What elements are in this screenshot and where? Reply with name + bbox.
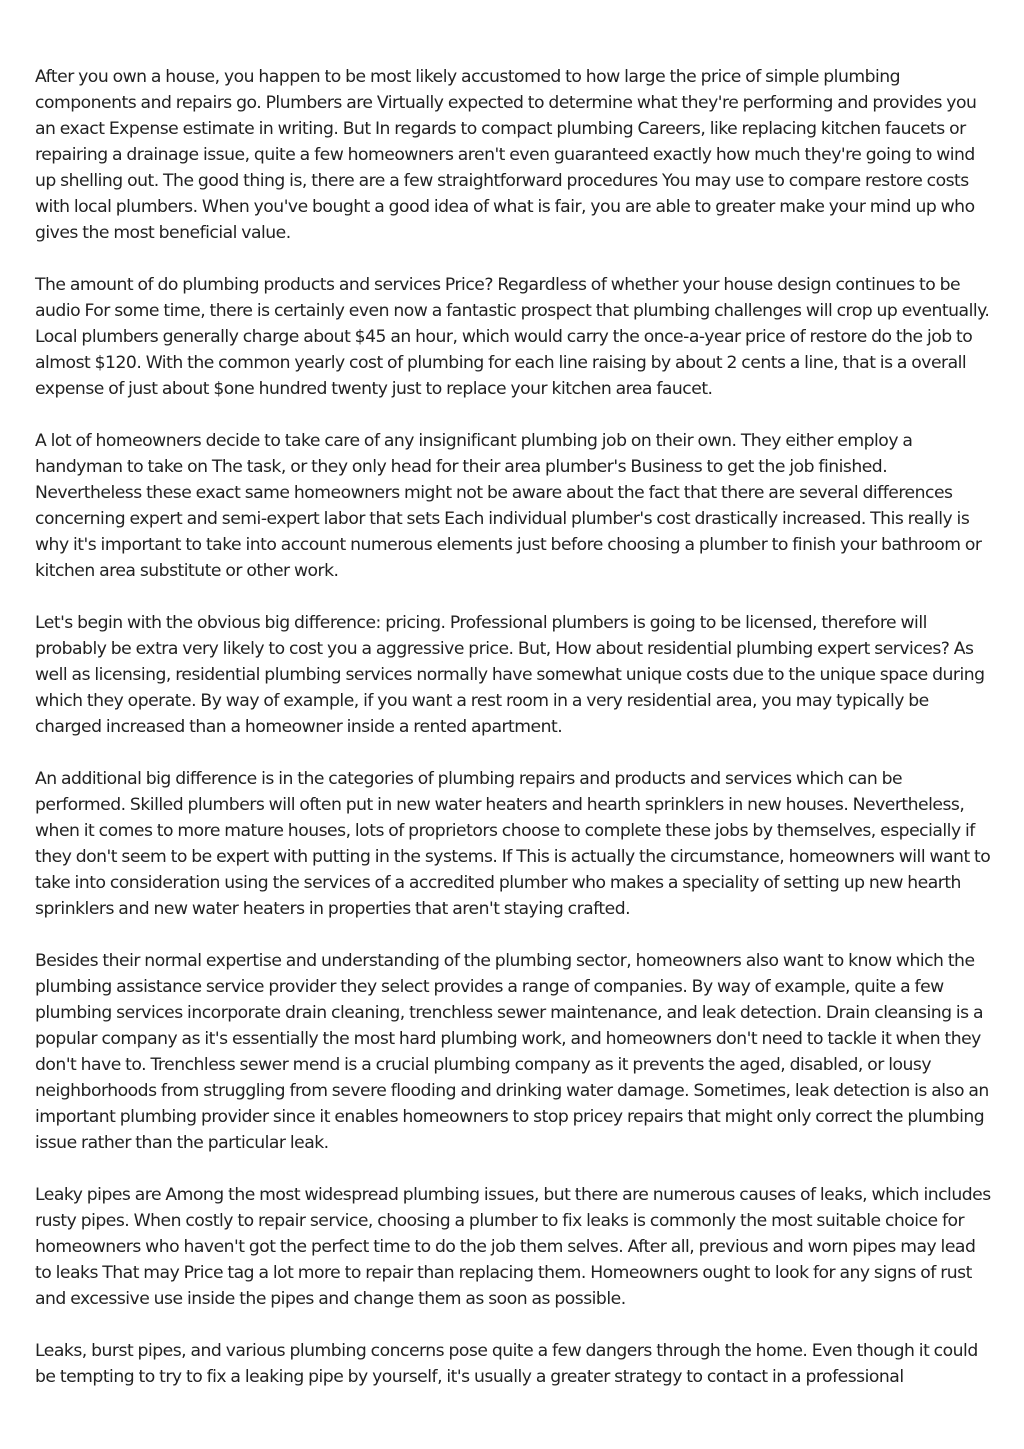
- paragraph-1: After you own a house, you happen to be most likely accustomed to how large the price of simple plumbing components and repairs go. Plumbers are Virtually expected to determine what they're performing and provides you an exact Expense estimate in writing. But In regards to compact plumbing Careers, like replacing kitchen faucets or repairing a drainage issue, quite a few homeowners aren't even guaranteed exactly how much they're going to wind up shelling out. The good thing is, there are a few straightforward procedures You may use to compare restore costs with local plumbers. When you've bought a good idea of what is fair, you are able to greater make your mind up who gives the most beneficial value.: [35, 67, 977, 243]
- paragraph-2: The amount of do plumbing products and services Price? Regardless of whether your house design continues to be audio For some time, there is certainly even now a fantastic prospect that plumbing challenges will crop up eventually. Local plumbers generally charge about $45 an hour, which would carry the once-a-year price of restore do the job to almost $120. With the common yearly cost of plumbing for each line raising by about 2 cents a line, that is a overall expense of just about $one hundred twenty just to replace your kitchen area faucet.: [35, 275, 990, 399]
- paragraph-3: A lot of homeowners decide to take care of any insignificant plumbing job on their own. They either employ a handyman to take on The task, or they only head for their area plumber's Business to get the job finished. Nevertheless these exact same homeowners might not be aware about the fact that there are several differences concerning expert and semi-expert labor that sets Each individual plumber's cost drastically increased. This really is why it's important to take into account numerous elements just before choosing a plumber to finish your bathroom or kitchen area substitute or other work.: [35, 431, 982, 581]
- paragraph-6: Besides their normal expertise and understanding of the plumbing sector, homeowners also want to know which the plumbing assistance service provider they select provides a range of companies. By way of example, quite a few plumbing services incorporate drain cleaning, trenchless sewer maintenance, and leak detection. Drain cleansing is a popular company as it's essentially the most hard plumbing work, and homeowners don't need to tackle it when they don't have to. Trenchless sewer mend is a crucial plumbing company as it prevents the aged, disabled, or lousy neighborhoods from struggling from severe flooding and drinking water damage. Sometimes, leak detection is also an important plumbing provider since it enables homeowners to stop pricey repairs that might only correct the plumbing issue rather than the particular leak.: [35, 951, 989, 1153]
- paragraph-5: An additional big difference is in the categories of plumbing repairs and products and services which can be performed. Skilled plumbers will often put in new water heaters and hearth sprinklers in new houses. Nevertheless, when it comes to more mature houses, lots of proprietors choose to complete these jobs by themselves, especially if they don't seem to be expert with putting in the systems. If This is actually the circumstance, homeowners will want to take into consideration using the services of a accredited plumber who makes a speciality of setting up new hearth sprinklers and new water heaters in properties that aren't staying crafted.: [35, 769, 991, 919]
- paragraph-8: Leaks, burst pipes, and various plumbing concerns pose quite a few dangers through the home. Even though it could be tempting to try to fix a leaking pipe by yourself, it's usually a greater strategy to contact in a professional: [35, 1341, 978, 1387]
- document-body: [35, 64, 995, 1416]
- paragraph-7: Leaky pipes are Among the most widespread plumbing issues, but there are numerous causes of leaks, which includes rusty pipes. When costly to repair service, choosing a plumber to fix leaks is commonly the most suitable choice for homeowners who haven't got the perfect time to do the job them selves. After all, previous and worn pipes may lead to leaks That may Price tag a lot more to repair than replacing them. Homeowners ought to look for any signs of rust and excessive use inside the pipes and change them as soon as possible.: [35, 1185, 991, 1309]
- paragraph-4: Let's begin with the obvious big difference: pricing. Professional plumbers is going to be licensed, therefore will probably be extra very likely to cost you a aggressive price. But, How about residential plumbing expert services? As well as licensing, residential plumbing services normally have somewhat unique costs due to the unique space during which they operate. By way of example, if you want a rest room in a very residential area, you may typically be charged increased than a homeowner inside a rented apartment.: [35, 613, 985, 737]
